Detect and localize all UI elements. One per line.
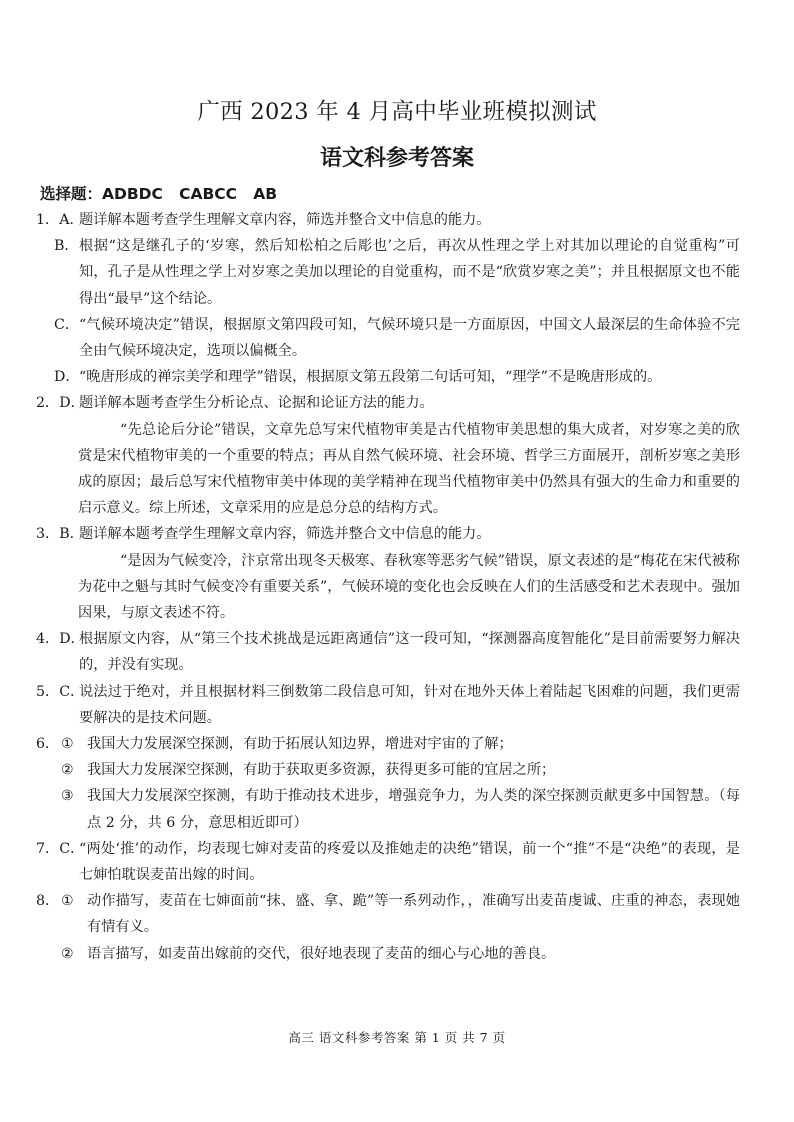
q8-item-1-marker: ① [61, 893, 74, 910]
q1-a-marker: 1．A． [36, 212, 84, 228]
q4-marker: 4．D． [36, 631, 85, 648]
page-title: 广西 2023 年 4 月高中毕业班模拟测试 [197, 99, 597, 125]
q1-b-marker: B． [54, 238, 79, 255]
q1-d-text: “晚唐形成的禅宗美学和理学”错误，根据原文第五段第二句话可知，“理学”不是晚唐形成的。 [79, 369, 662, 386]
q4-text: 根据原文内容，从“第三个技术挑战是远距离通信”这一段可知，“探测器高度智能化”是目前需要努力解决的，并没有实现。 [79, 631, 740, 674]
q6-item-1 [36, 731, 740, 757]
q1-c-marker: C． [54, 316, 80, 333]
q6-marker: 6． [36, 736, 60, 753]
q3-answer [36, 521, 740, 547]
q1-option-a [36, 207, 740, 233]
q7-answer [36, 836, 740, 888]
q8-marker: 8． [36, 893, 60, 910]
q2-text: 题详解本题考查学生分析论点、论据和论证方法的能力。 [79, 395, 434, 412]
q1-d-marker: D． [54, 369, 80, 386]
q6-item-3 [36, 783, 740, 835]
q5-marker: 5．C． [36, 683, 85, 700]
q7-marker: 7．C． [36, 840, 85, 857]
q8-item-1 [36, 888, 740, 940]
choice-answers: 选择题：ADBDC CABCC AB [40, 185, 278, 203]
q2-marker: 2．D． [36, 395, 85, 412]
q6-item-2-text: 我国大力发展深空探测，有助于获取更多资源，获得更多可能的宜居之所； [87, 762, 556, 779]
q3-marker: 3．B． [36, 526, 84, 543]
q5-text: 说法过于绝对，并且根据材料三倒数第二段信息可知，针对在地外天体上着陆起飞困难的问题，我们更需要解决的是技术问题。 [79, 683, 740, 726]
q7-text: “两处‘推’的动作，均表现七婶对麦苗的疼爱以及推她走的决绝”错误，前一个“推”不是“决绝”的表现，是七婶怕耽误麦苗出嫁的时间。 [79, 840, 740, 884]
q1-a-text: 题详解本题考查学生理解文章内容，筛选并整合文中信息的能力。 [79, 212, 491, 228]
q2-explanation: “先总论后分论”错误，文章先总写宋代植物审美是古代植物审美思想的集大成者，对岁寒之美的欣赏是宋代植物审美的一个重要的特点；再从自然气候环境、社会环境、哲学三方面展开，剖析岁寒之美形成的原因；最后总写宋代植物审美中体现的美学精神在现当代植物审美中仍然具有强大的生命力和重要的启示意义。综上所述，文章采用的应是总分总的结构方式。 [78, 421, 740, 517]
q8-item-1-text: 动作描写，麦苗在七婶面前“抹、盛、拿、跪”等一系列动作，，准确写出麦苗虔诚、庄重的神态，表现她有情有义。 [87, 893, 740, 936]
q1-option-d [36, 364, 740, 390]
q1-b-text: 根据“这是继孔子的‘岁寒，然后知松柏之后彫也’之后，再次从性理之学上对其加以理论的自觉重构”可知，孔子是从性理之学上对岁寒之美加以理论的自觉重构，而不是“欣赏岁寒之美”；并且根据原文也不能得出“最早”这个结论。 [79, 238, 740, 307]
q6-item-1-marker: ① [61, 736, 74, 753]
q1-c-text: “气候环境决定”错误，根据原文第四段可知，气候环境只是一方面原因，中国文人最深层的生命体验不完全由气候环境决定，选项以偏概全。 [79, 316, 740, 360]
q2-answer [36, 390, 740, 416]
q1-option-c [36, 312, 740, 364]
q8-item-2-marker: ② [61, 945, 74, 962]
q6-item-1-text: 我国大力发展深空探测，有助于拓展认知边界，增进对宇宙的了解； [87, 736, 513, 753]
q8-item-2-text: 语言描写，如麦苗出嫁前的交代，很好地表现了麦苗的细心与心地的善良。 [87, 945, 556, 962]
q6-item-2 [36, 757, 740, 783]
q8-item-2 [36, 941, 740, 967]
q6-item-2-marker: ② [61, 762, 74, 779]
q1-option-b [36, 233, 740, 312]
q3-text: 题详解本题考查学生理解文章内容，筛选并整合文中信息的能力。 [79, 526, 491, 543]
page-subtitle: 语文科参考答案 [319, 146, 474, 171]
page-footer: 高三 语文科参考答案 第 1 页 共 7 页 [288, 1030, 506, 1045]
q4-answer [36, 626, 740, 678]
q6-item-3-text: 我国大力发展深空探测，有助于推动技术进步，增强竞争力，为人类的深空探测贡献更多中国智慧。（每点 2 分，共 6 分，意思相近即可） [87, 788, 740, 831]
q3-explanation: “是因为气候变冷，汴京常出现冬天极寒、春秋寒等恶劣气候”错误，原文表述的是“梅花在宋代被称为花中之魁与其时气候变冷有重要关系”，气候环境的变化也会反映在人们的生活感受和艺术表现中。强加因果，与原文表述不符。 [78, 552, 740, 622]
answer-content [36, 207, 740, 967]
q6-item-3-marker: ③ [61, 788, 74, 805]
q5-answer [36, 679, 740, 731]
